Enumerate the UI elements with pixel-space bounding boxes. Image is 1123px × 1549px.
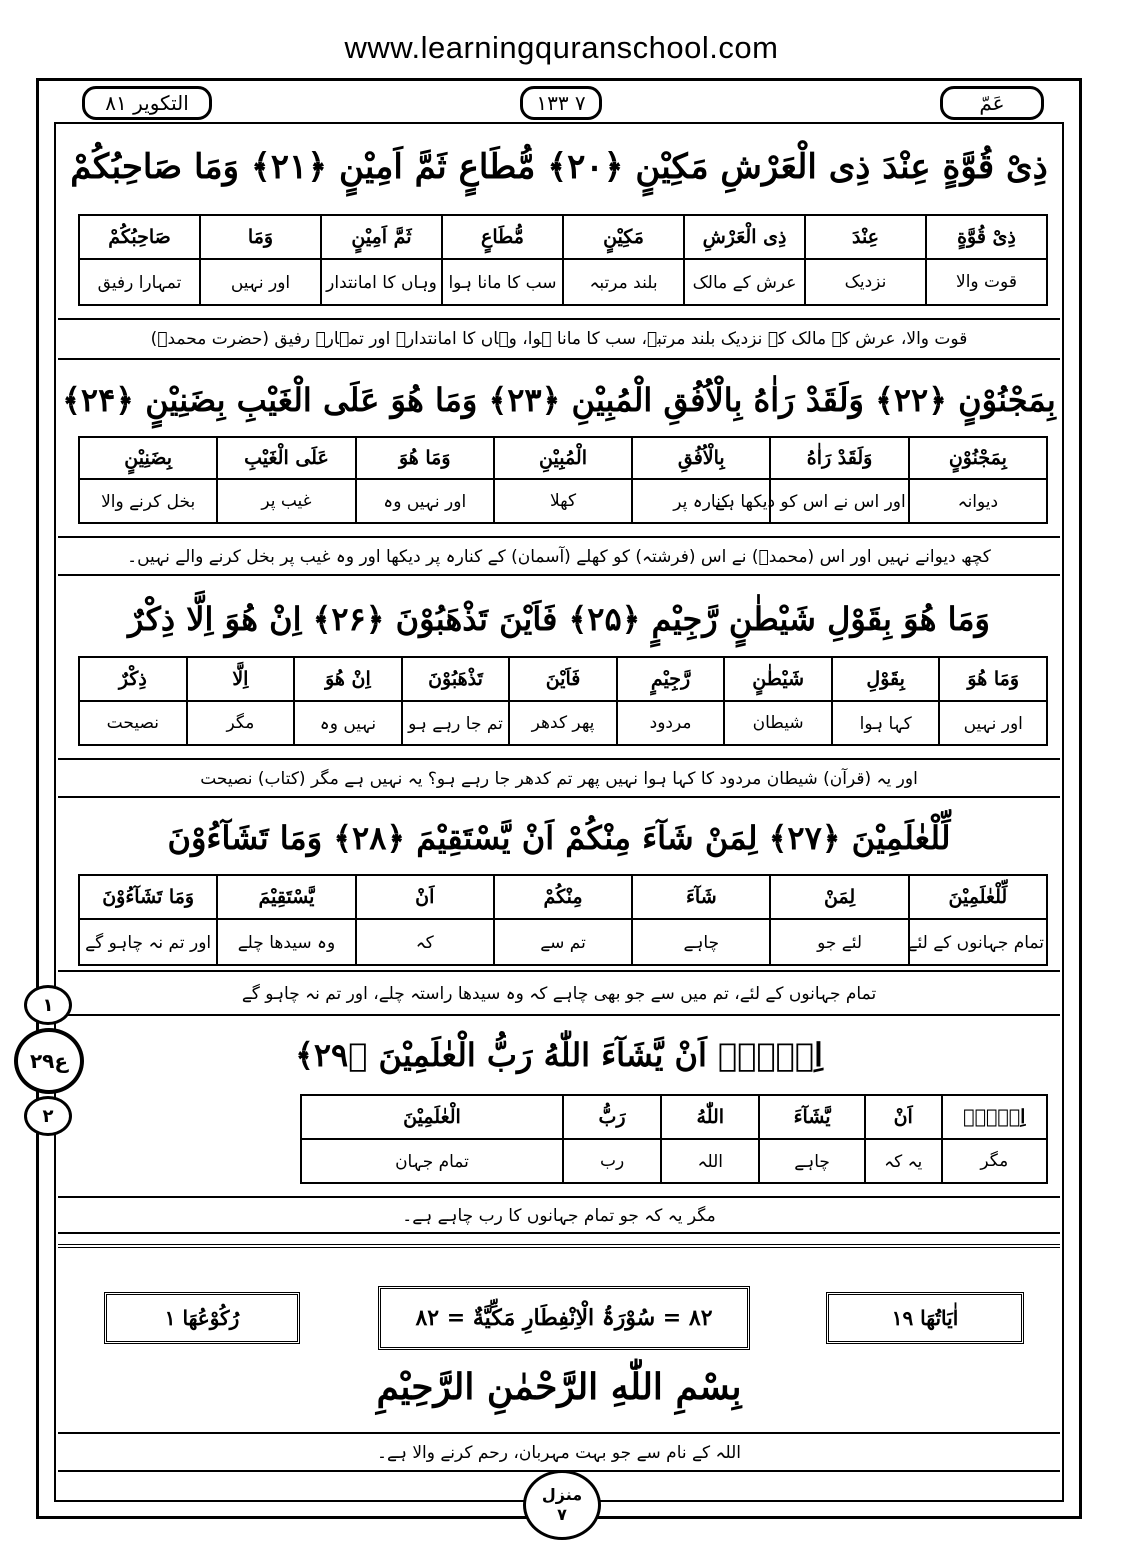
- meaning-cell: اور نہیں: [200, 259, 321, 305]
- meaning-cell: اللہ: [661, 1139, 759, 1183]
- meaning-cell: تمام جہانوں کے لئے: [909, 919, 1047, 965]
- word-cell: ذِی الْعَرْشِ: [684, 215, 805, 259]
- meaning-cell: دیوانہ: [909, 479, 1047, 523]
- word-cell: اللّٰهُ: [661, 1095, 759, 1139]
- meaning-cell: کہ: [356, 919, 494, 965]
- section-divider: [58, 1244, 1060, 1248]
- manzil-number: ۷: [557, 1505, 567, 1524]
- meaning-cell: لئے جو: [770, 919, 908, 965]
- word-cell: لِّلْعٰلَمِیْنَ: [909, 875, 1047, 919]
- meaning-cell: قوت والا: [926, 259, 1047, 305]
- translation-line: اور یہ (قرآن) شیطان مردود کا کہا ہوا نہیں پھر تم کدھر جا رہے ہو؟ یہ نہیں ہے مگر (کتاب) نصیحت: [58, 758, 1060, 798]
- word-cell: اِنْ هُوَ: [294, 657, 402, 701]
- word-cell: شَیْطٰنٍ: [724, 657, 832, 701]
- meaning-cell: پھر کدھر: [509, 701, 617, 745]
- word-cell: یَّسْتَقِیْمَ: [217, 875, 355, 919]
- ayah-line: بِمَجْنُوْنٍ ﴿۲۲﴾ وَلَقَدْ رَاٰهُ بِالْاُفُقِ الْمُبِیْنِ ﴿۲۳﴾ وَمَا هُوَ عَلَی الْغَیْبِ بِضَنِیْنٍ ﴿۲۴﴾: [62, 381, 1056, 419]
- translation-line: کچھ دیوانے نہیں اور اس (محمدؐ) نے اس (فرشتہ) کو کھلے (آسمان) کے کنارہ پر دیکھا اور وہ غیب پر بخل کرنے والے نہیں۔: [58, 536, 1060, 576]
- word-cell: یَّشَآءَ: [759, 1095, 864, 1139]
- meaning-cell: اور نہیں: [939, 701, 1047, 745]
- word-cell: الْعٰلَمِیْنَ: [301, 1095, 563, 1139]
- meaning-cell: کنارہ پر: [632, 479, 770, 523]
- meaning-cell: کہا ہوا: [832, 701, 940, 745]
- word-cell: بِمَجْنُوْنٍ: [909, 437, 1047, 479]
- word-cell: ذِیْ قُوَّةٍ: [926, 215, 1047, 259]
- word-table: [78, 214, 1048, 306]
- meaning-cell: مگر: [187, 701, 295, 745]
- meaning-cell: شیطان: [724, 701, 832, 745]
- translation-line: تمام جہانوں کے لئے، تم میں سے جو بھی چاہے کہ وہ سیدھا راستہ چلے، اور تم نہ چاہو گے: [58, 970, 1060, 1016]
- word-cell: بِقَوْلِ: [832, 657, 940, 701]
- translation-line: قوت والا، عرش کے مالک کے نزدیک بلند مرتبہ، سب کا مانا ہوا، وہاں کا امانتدار۔ اور تمہارے رفیق (حضرت محمدؐ): [58, 318, 1060, 360]
- meaning-cell: بلند مرتبہ: [563, 259, 684, 305]
- bismillah-translation: اللہ کے نام سے جو بہت مہربان، رحم کرنے والا ہے۔: [58, 1432, 1060, 1472]
- meaning-cell: نہیں وہ: [294, 701, 402, 745]
- ruku-top-marker: ۱: [24, 985, 72, 1025]
- meaning-cell: چاہے: [759, 1139, 864, 1183]
- meaning-cell: مگر: [942, 1139, 1047, 1183]
- word-cell: عَلَی الْغَیْبِ: [217, 437, 355, 479]
- ayah-line: لِّلْعٰلَمِیْنَ ﴿۲۷﴾ لِمَنْ شَآءَ مِنْكُمْ اَنْ یَّسْتَقِیْمَ ﴿۲۸﴾ وَمَا تَشَآءُوْنَ: [167, 819, 951, 857]
- meaning-cell: اور اس نے اس کو دیکھا ہے: [770, 479, 908, 523]
- word-cell: اِلَّاۤ: [942, 1095, 1047, 1139]
- meaning-cell: وہاں کا امانتدار: [321, 259, 442, 305]
- word-cell: مُّطَاعٍ: [442, 215, 563, 259]
- meaning-cell: نزدیک: [805, 259, 926, 305]
- ruku-count-plaque: رُکُوْعُهَا ۱: [104, 1292, 300, 1344]
- meaning-cell: تم سے: [494, 919, 632, 965]
- word-cell: صَاحِبُکُمْ: [79, 215, 200, 259]
- word-cell: فَاَیْنَ: [509, 657, 617, 701]
- meaning-cell: یہ کہ: [865, 1139, 942, 1183]
- meaning-cell: کھلا: [494, 479, 632, 523]
- meaning-cell: نصیحت: [79, 701, 187, 745]
- word-cell: اِلَّا: [187, 657, 295, 701]
- meaning-cell: غیب پر: [217, 479, 355, 523]
- word-table: [78, 436, 1048, 524]
- word-cell: شَآءَ: [632, 875, 770, 919]
- word-table: [300, 1094, 1048, 1184]
- word-cell: بِضَنِیْنٍ: [79, 437, 217, 479]
- word-cell: اَنْ: [356, 875, 494, 919]
- manzil-label: منزل: [541, 1485, 583, 1504]
- meaning-cell: وہ سیدھا چلے: [217, 919, 355, 965]
- meaning-cell: تم جا رہے ہو: [402, 701, 510, 745]
- surah-name-box: التکویر ۸۱: [82, 86, 212, 120]
- word-cell: ذِكْرٌ: [79, 657, 187, 701]
- word-cell: لِمَنْ: [770, 875, 908, 919]
- word-cell: مِنْكُمْ: [494, 875, 632, 919]
- page-number-box: ۷ ۱۳۳: [520, 86, 602, 120]
- word-cell: وَمَا هُوَ: [356, 437, 494, 479]
- translation-line: مگر یہ کہ جو تمام جہانوں کا رب چاہے ہے۔: [58, 1196, 1060, 1234]
- meaning-cell: سب کا مانا ہوا: [442, 259, 563, 305]
- word-cell: رَبُّ: [563, 1095, 661, 1139]
- word-cell: اَنْ: [865, 1095, 942, 1139]
- meaning-cell: اور تم نہ چاہو گے: [79, 919, 217, 965]
- meaning-cell: رب: [563, 1139, 661, 1183]
- word-cell: مَکِیْنٍ: [563, 215, 684, 259]
- meaning-cell: اور نہیں وہ: [356, 479, 494, 523]
- meaning-cell: تمہارا رفیق: [79, 259, 200, 305]
- word-cell: تَذْهَبُوْنَ: [402, 657, 510, 701]
- ayah-line: اِلَّاۤ اَنْ یَّشَآءَ اللّٰهُ رَبُّ الْعٰلَمِیْنَ ﴿۲۹﴾: [295, 1036, 823, 1074]
- word-cell: عِنْدَ: [805, 215, 926, 259]
- meaning-cell: تمام جہان: [301, 1139, 563, 1183]
- word-table: [78, 874, 1048, 966]
- word-cell: وَلَقَدْ رَاٰهُ: [770, 437, 908, 479]
- meaning-cell: مردود: [617, 701, 725, 745]
- ayah-line: وَمَا هُوَ بِقَوْلِ شَیْطٰنٍ رَّجِیْمٍ ﴿۲۵﴾ فَاَیْنَ تَذْهَبُوْنَ ﴿۲۶﴾ اِنْ هُوَ اِلَّا ذِكْرٌ: [128, 600, 990, 638]
- ayah-line: ذِیْ قُوَّةٍ عِنْدَ ذِی الْعَرْشِ مَکِیْنٍ ﴿۲۰﴾ مُّطَاعٍ ثَمَّ اَمِیْنٍ ﴿۲۱﴾ وَمَا صَاحِبُکُمْ: [70, 147, 1048, 187]
- word-cell: رَّجِیْمٍ: [617, 657, 725, 701]
- surah-title-plaque: ۸۲ = سُوْرَۃُ الْاِنْفِطَارِ مَکِّیَّةٌ = ۸۲: [378, 1286, 750, 1350]
- meaning-cell: چاہے: [632, 919, 770, 965]
- ayat-count-plaque: اٰیَاتُهَا ۱۹: [826, 1292, 1024, 1344]
- meaning-cell: بخل کرنے والا: [79, 479, 217, 523]
- word-cell: ثَمَّ اَمِیْنٍ: [321, 215, 442, 259]
- word-cell: وَمَا: [200, 215, 321, 259]
- website-url: www.learningquranschool.com: [344, 30, 779, 65]
- bismillah: بِسْمِ اللّٰهِ الرَّحْمٰنِ الرَّحِیْمِ: [376, 1366, 742, 1408]
- juz-name-box: عَمّ: [940, 86, 1044, 120]
- manzil-badge: [523, 1470, 601, 1540]
- ruku-bottom-marker: ۲: [24, 1096, 72, 1136]
- meaning-cell: عرش کے مالک: [684, 259, 805, 305]
- word-table: [78, 656, 1048, 746]
- word-cell: وَمَا هُوَ: [939, 657, 1047, 701]
- ruku-number-marker: ع۲۹: [14, 1028, 84, 1094]
- word-cell: الْمُبِیْنِ: [494, 437, 632, 479]
- word-cell: بِالْاُفُقِ: [632, 437, 770, 479]
- word-cell: وَمَا تَشَآءُوْنَ: [79, 875, 217, 919]
